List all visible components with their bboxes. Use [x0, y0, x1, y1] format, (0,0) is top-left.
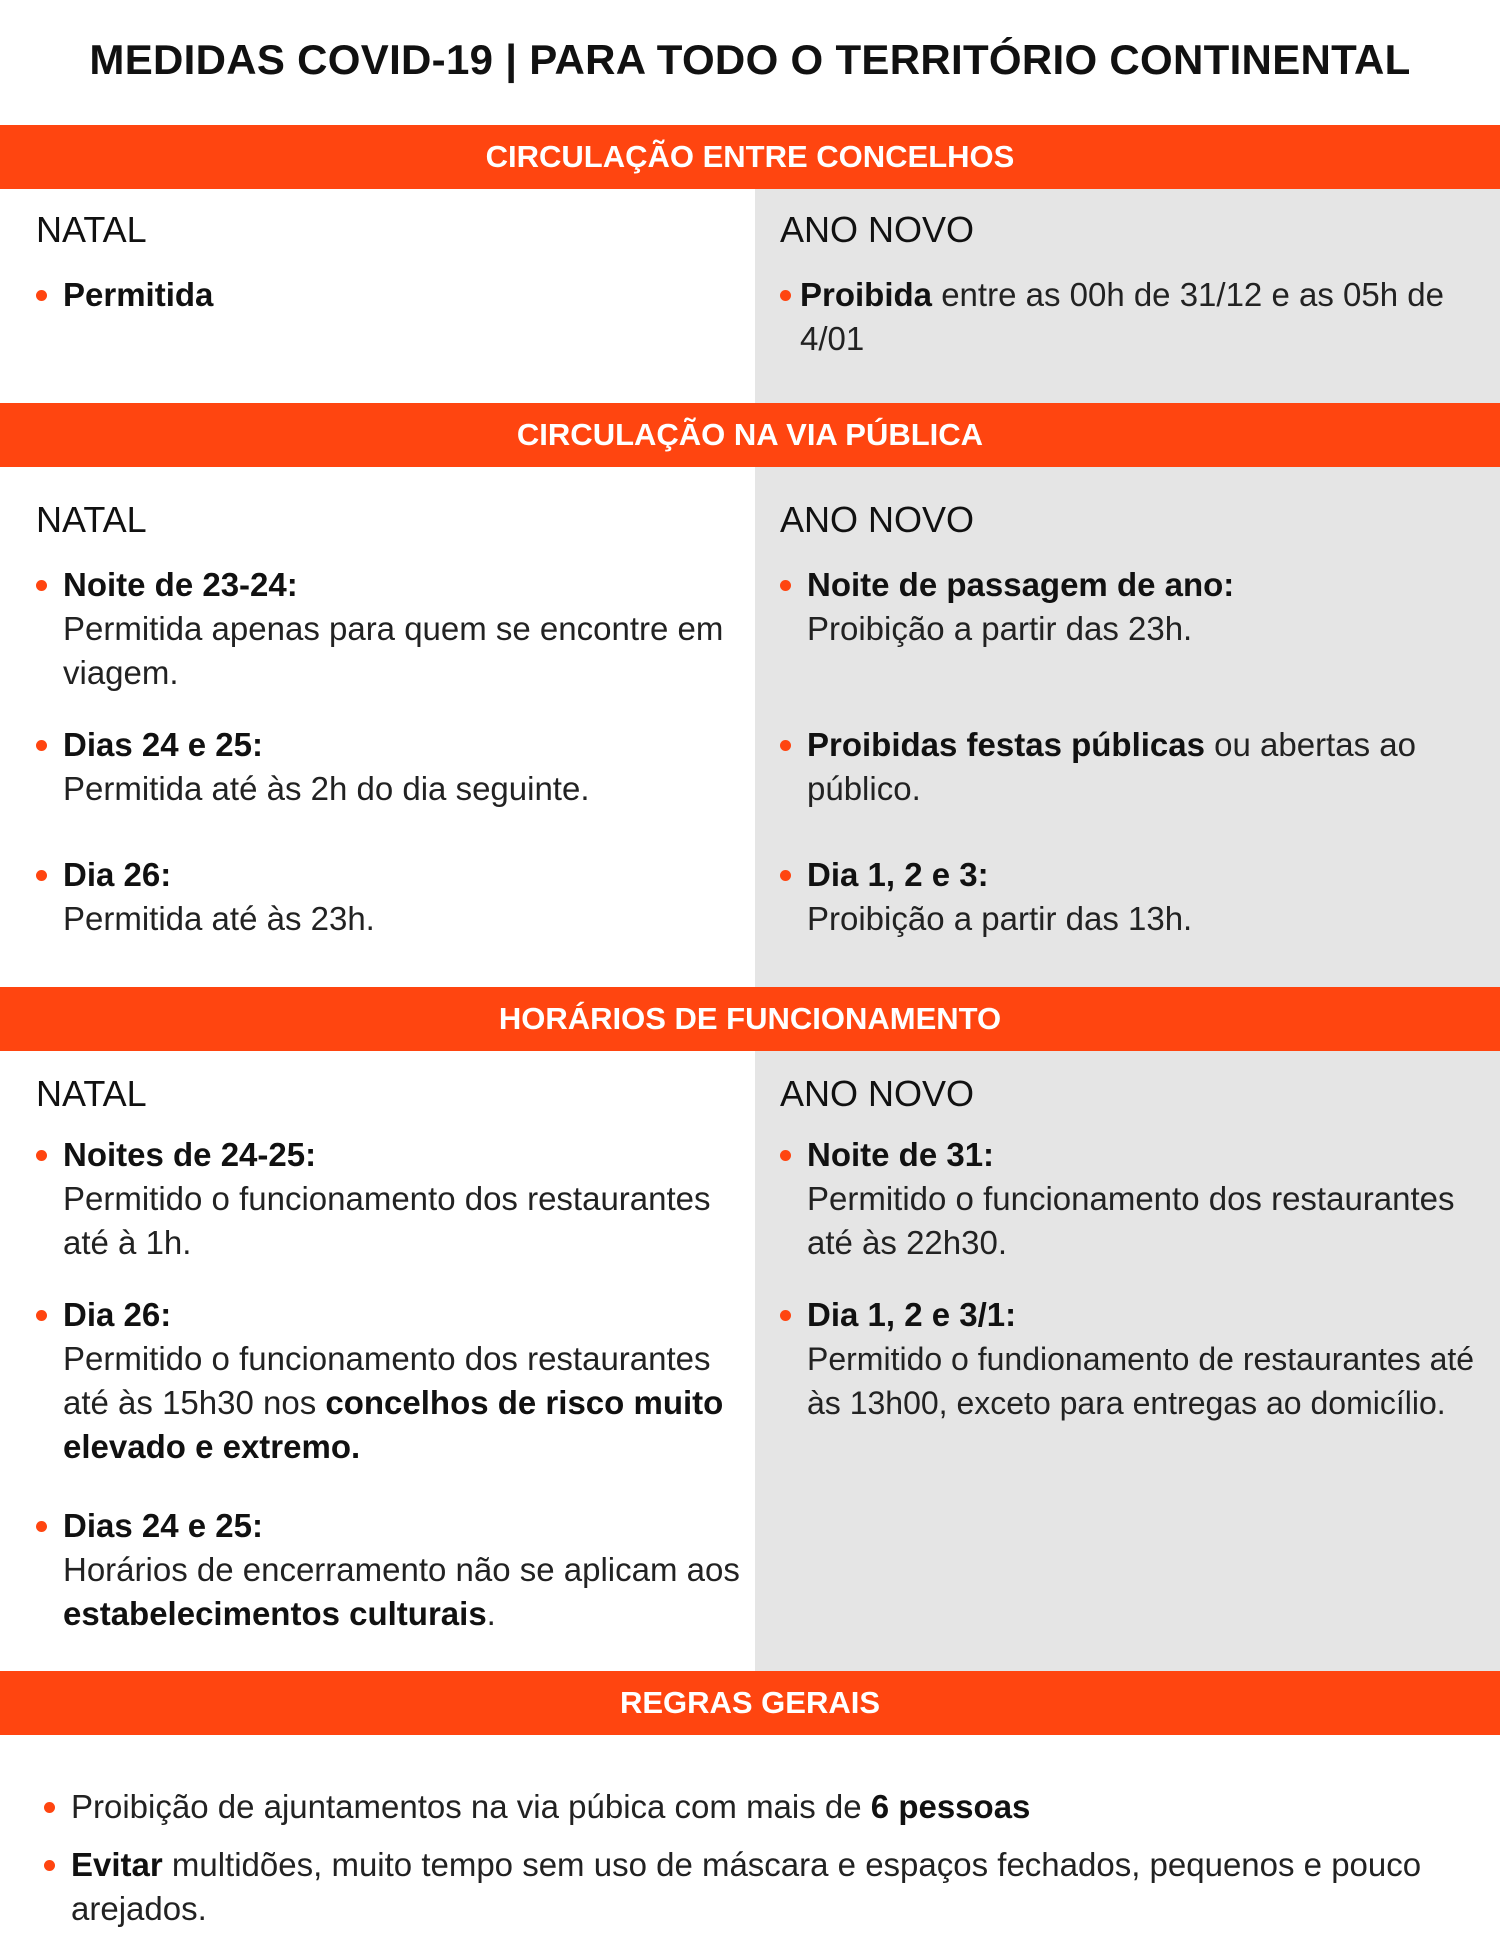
- item-bold: Proibidas festas públicas: [807, 726, 1205, 763]
- item-bold: Proibida: [800, 276, 933, 313]
- section1-ano-novo-column: [755, 189, 1500, 403]
- item-text: Proibição a partir das 13h.: [807, 900, 1193, 937]
- item-text: Permitido o fundionamento de restaurantes até às 13h00, exceto para entregas ao domicílio.: [807, 1341, 1475, 1421]
- list-item: [780, 563, 1470, 651]
- list-item: [780, 853, 1470, 941]
- section2-natal-column: [0, 467, 755, 987]
- section1-natal-column: [0, 189, 755, 403]
- item-text: Permitida apenas para quem se encontre em viagem.: [63, 610, 724, 691]
- item-bold: Dia 26:: [63, 1296, 172, 1333]
- list-item: [36, 853, 745, 941]
- item-bold: Dia 1, 2 e 3/1:: [807, 1296, 1017, 1333]
- column-heading: ANO NOVO: [780, 1073, 975, 1114]
- item-text: Proibição a partir das 23h.: [807, 610, 1193, 647]
- list-item: [780, 1293, 1492, 1425]
- list-item: [36, 1293, 745, 1469]
- item-bold: Dia 26:: [63, 856, 172, 893]
- list-item: [780, 723, 1470, 811]
- item-bold: Evitar: [71, 1846, 163, 1883]
- column-heading: ANO NOVO: [780, 209, 975, 250]
- item-bold: Permitida: [63, 276, 214, 313]
- section2-ano-novo-column: [755, 467, 1500, 987]
- item-text: Permitido o funcionamento dos restaurantes até às 22h30.: [807, 1180, 1455, 1261]
- item-bold-emphasis: estabelecimentos culturais: [63, 1595, 487, 1632]
- section3-ano-novo-column: [755, 1051, 1500, 1671]
- item-text: Permitida até às 23h.: [63, 900, 375, 937]
- column-heading: NATAL: [36, 1073, 147, 1114]
- column-heading: ANO NOVO: [780, 499, 975, 540]
- item-text: Permitido o funcionamento dos restaurantes até à 1h.: [63, 1180, 711, 1261]
- item-bold: Noites de 24-25:: [63, 1136, 317, 1173]
- item-bold: Noite de 31:: [807, 1136, 995, 1173]
- section3-natal-column: [0, 1051, 755, 1671]
- list-item: [44, 1785, 1460, 1829]
- rules-section: [0, 1735, 1500, 1956]
- item-bold: Dias 24 e 25:: [63, 726, 263, 763]
- list-item: [36, 723, 745, 811]
- list-item: [36, 1133, 745, 1265]
- list-item: [36, 273, 745, 317]
- column-heading: NATAL: [36, 209, 147, 250]
- item-text: Horários de encerramento não se aplicam aos: [63, 1551, 740, 1588]
- page-title: MEDIDAS COVID-19 | PARA TODO O TERRITÓRIO CONTINENTAL: [89, 36, 1411, 83]
- item-bold: 6 pessoas: [870, 1788, 1031, 1825]
- column-heading: NATAL: [36, 499, 147, 540]
- item-text: entre as 00h de 31/12 e as 05h de 4/01: [800, 276, 1444, 357]
- item-text-tail: .: [486, 1595, 496, 1632]
- banner-horarios-funcionamento: HORÁRIOS DE FUNCIONAMENTO: [0, 987, 1500, 1051]
- item-bold: Noite de 23-24:: [63, 566, 298, 603]
- list-item: [780, 273, 1490, 361]
- item-bold: Dia 1, 2 e 3:: [807, 856, 989, 893]
- banner-circulacao-entre-concelhos: CIRCULAÇÃO ENTRE CONCELHOS: [0, 125, 1500, 189]
- banner-regras-gerais: REGRAS GERAIS: [0, 1671, 1500, 1735]
- list-item: [780, 1133, 1492, 1265]
- item-text: Permitida até às 2h do dia seguinte.: [63, 770, 590, 807]
- list-item: [44, 1843, 1460, 1931]
- list-item: [36, 1504, 745, 1636]
- item-text: Permitido o funcionamento dos restaurantes até às 15h30 nos: [63, 1340, 711, 1421]
- banner-circulacao-via-publica: CIRCULAÇÃO NA VIA PÚBLICA: [0, 403, 1500, 467]
- list-item: [36, 563, 745, 695]
- item-text: ou abertas ao público.: [807, 726, 1416, 807]
- item-bold: Dias 24 e 25:: [63, 1507, 263, 1544]
- item-text: multidões, muito tempo sem uso de máscara e espaços fechados, pequenos e pouco arejados.: [71, 1846, 1422, 1927]
- item-text: Proibição de ajuntamentos na via púbica com mais de: [71, 1788, 871, 1825]
- item-bold: Noite de passagem de ano:: [807, 566, 1235, 603]
- item-bold-emphasis: concelhos de risco muito elevado e extremo.: [63, 1384, 724, 1465]
